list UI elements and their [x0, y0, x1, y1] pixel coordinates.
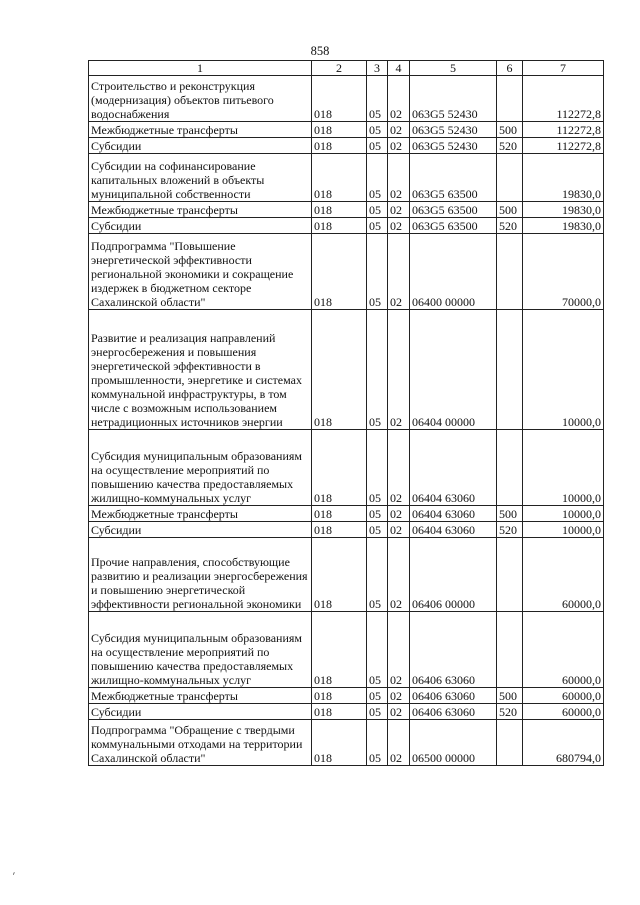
cell-subsection: 02: [388, 310, 410, 430]
cell-target: 063G5 52430: [410, 138, 497, 154]
table-row: [89, 202, 604, 218]
row-name: Субсидии: [89, 138, 312, 154]
row-name: Субсидии: [89, 704, 312, 720]
cell-subsection: 02: [388, 138, 410, 154]
cell-target: 06500 00000: [410, 720, 497, 766]
cell-amount: 60000,0: [523, 688, 604, 704]
column-header: 3: [367, 61, 388, 76]
cell-expense-type: [497, 76, 523, 122]
cell-ministry: 018: [312, 154, 367, 202]
cell-subsection: 02: [388, 76, 410, 122]
table-row: [89, 218, 604, 234]
cell-target: 06406 63060: [410, 688, 497, 704]
cell-ministry: 018: [312, 506, 367, 522]
cell-target: 06404 63060: [410, 522, 497, 538]
cell-target: 06406 63060: [410, 704, 497, 720]
cell-subsection: 02: [388, 720, 410, 766]
cell-section: 05: [367, 522, 388, 538]
cell-expense-type: [497, 234, 523, 310]
row-name: Межбюджетные трансферты: [89, 506, 312, 522]
cell-expense-type: [497, 430, 523, 506]
cell-amount: 60000,0: [523, 612, 604, 688]
row-name: Межбюджетные трансферты: [89, 688, 312, 704]
table-row: [89, 76, 604, 122]
cell-target: 063G5 63500: [410, 202, 497, 218]
cell-expense-type: [497, 720, 523, 766]
cell-amount: 680794,0: [523, 720, 604, 766]
cell-target: 06406 63060: [410, 612, 497, 688]
cell-subsection: 02: [388, 202, 410, 218]
cell-target: 06406 00000: [410, 538, 497, 612]
cell-subsection: 02: [388, 234, 410, 310]
cell-amount: 112272,8: [523, 122, 604, 138]
cell-ministry: 018: [312, 202, 367, 218]
cell-section: 05: [367, 234, 388, 310]
cell-amount: 70000,0: [523, 234, 604, 310]
cell-target: 063G5 52430: [410, 76, 497, 122]
scan-artifact-mark: -: [7, 870, 20, 877]
table-row: [89, 506, 604, 522]
table-row: [89, 538, 604, 612]
cell-amount: 112272,8: [523, 76, 604, 122]
cell-ministry: 018: [312, 612, 367, 688]
table-row: [89, 430, 604, 506]
cell-ministry: 018: [312, 704, 367, 720]
cell-expense-type: 520: [497, 522, 523, 538]
cell-section: 05: [367, 704, 388, 720]
table-row: [89, 688, 604, 704]
cell-target: 063G5 63500: [410, 218, 497, 234]
cell-expense-type: 520: [497, 138, 523, 154]
cell-target: 063G5 63500: [410, 154, 497, 202]
cell-target: 06404 00000: [410, 310, 497, 430]
cell-expense-type: 500: [497, 122, 523, 138]
cell-target: 06404 63060: [410, 506, 497, 522]
cell-amount: 10000,0: [523, 522, 604, 538]
row-name: Субсидия муниципальным образованиям на осуществление мероприятий по повышению качества предоставляемых жилищно-коммунальных услуг: [89, 430, 312, 506]
cell-ministry: 018: [312, 310, 367, 430]
row-name: Субсидии на софинансирование капитальных вложений в объекты муниципальной собственности: [89, 154, 312, 202]
row-name: Строительство и реконструкция (модернизация) объектов питьевого водоснабжения: [89, 76, 312, 122]
table-row: [89, 704, 604, 720]
cell-subsection: 02: [388, 506, 410, 522]
cell-section: 05: [367, 612, 388, 688]
cell-expense-type: [497, 538, 523, 612]
cell-amount: 60000,0: [523, 704, 604, 720]
cell-section: 05: [367, 138, 388, 154]
cell-expense-type: 520: [497, 704, 523, 720]
cell-ministry: 018: [312, 138, 367, 154]
column-header: 5: [410, 61, 497, 76]
cell-subsection: 02: [388, 218, 410, 234]
column-header: 4: [388, 61, 410, 76]
cell-subsection: 02: [388, 122, 410, 138]
cell-section: 05: [367, 76, 388, 122]
cell-section: 05: [367, 122, 388, 138]
cell-ministry: 018: [312, 720, 367, 766]
row-name: Подпрограмма "Повышение энергетической эффективности региональной экономики и сокращение издержек в бюджетном секторе Сахалинской области": [89, 234, 312, 310]
table-row: [89, 612, 604, 688]
cell-amount: 19830,0: [523, 202, 604, 218]
cell-amount: 10000,0: [523, 310, 604, 430]
column-header: 7: [523, 61, 604, 76]
cell-section: 05: [367, 430, 388, 506]
table-row: [89, 234, 604, 310]
table-row: [89, 154, 604, 202]
cell-subsection: 02: [388, 612, 410, 688]
cell-section: 05: [367, 688, 388, 704]
cell-amount: 19830,0: [523, 218, 604, 234]
row-name: Межбюджетные трансферты: [89, 202, 312, 218]
cell-expense-type: [497, 612, 523, 688]
table-row: [89, 122, 604, 138]
cell-ministry: 018: [312, 234, 367, 310]
cell-subsection: 02: [388, 538, 410, 612]
table-row: [89, 138, 604, 154]
cell-ministry: 018: [312, 122, 367, 138]
table-row: [89, 720, 604, 766]
cell-section: 05: [367, 218, 388, 234]
cell-target: 06400 00000: [410, 234, 497, 310]
cell-ministry: 018: [312, 76, 367, 122]
cell-ministry: 018: [312, 688, 367, 704]
column-header: 6: [497, 61, 523, 76]
cell-expense-type: 500: [497, 506, 523, 522]
cell-subsection: 02: [388, 430, 410, 506]
row-name: Межбюджетные трансферты: [89, 122, 312, 138]
cell-ministry: 018: [312, 430, 367, 506]
cell-section: 05: [367, 202, 388, 218]
cell-subsection: 02: [388, 154, 410, 202]
row-name: Субсидия муниципальным образованиям на осуществление мероприятий по повышению качества предоставляемых жилищно-коммунальных услуг: [89, 612, 312, 688]
cell-section: 05: [367, 506, 388, 522]
row-name: Субсидии: [89, 522, 312, 538]
cell-target: 06404 63060: [410, 430, 497, 506]
cell-section: 05: [367, 310, 388, 430]
cell-section: 05: [367, 154, 388, 202]
cell-amount: 112272,8: [523, 138, 604, 154]
cell-amount: 60000,0: [523, 538, 604, 612]
page-number: 858: [310, 44, 330, 58]
cell-expense-type: 520: [497, 218, 523, 234]
cell-ministry: 018: [312, 538, 367, 612]
cell-amount: 10000,0: [523, 506, 604, 522]
cell-section: 05: [367, 538, 388, 612]
cell-expense-type: 500: [497, 688, 523, 704]
row-name: Развитие и реализация направлений энергосбережения и повышения энергетической эффективности в промышленности, энергетике и системах коммунальной инфраструктуры, в том числе с возможным использованием нетрадиционных источников энергии: [89, 310, 312, 430]
cell-subsection: 02: [388, 688, 410, 704]
cell-expense-type: [497, 310, 523, 430]
cell-amount: 10000,0: [523, 430, 604, 506]
column-header: 2: [312, 61, 367, 76]
row-name: Прочие направления, способствующие развитию и реализации энергосбережения и повышению энергетической эффективности региональной экономики: [89, 538, 312, 612]
cell-subsection: 02: [388, 704, 410, 720]
cell-ministry: 018: [312, 218, 367, 234]
cell-amount: 19830,0: [523, 154, 604, 202]
row-name: Субсидии: [89, 218, 312, 234]
budget-table: [88, 60, 604, 766]
cell-subsection: 02: [388, 522, 410, 538]
table-row: [89, 310, 604, 430]
cell-ministry: 018: [312, 522, 367, 538]
cell-target: 063G5 52430: [410, 122, 497, 138]
table-row: [89, 522, 604, 538]
column-header: 1: [89, 61, 312, 76]
row-name: Подпрограмма "Обращение с твердыми коммунальными отходами на территории Сахалинской области": [89, 720, 312, 766]
cell-section: 05: [367, 720, 388, 766]
table-header-row: [89, 61, 604, 76]
cell-expense-type: [497, 154, 523, 202]
cell-expense-type: 500: [497, 202, 523, 218]
